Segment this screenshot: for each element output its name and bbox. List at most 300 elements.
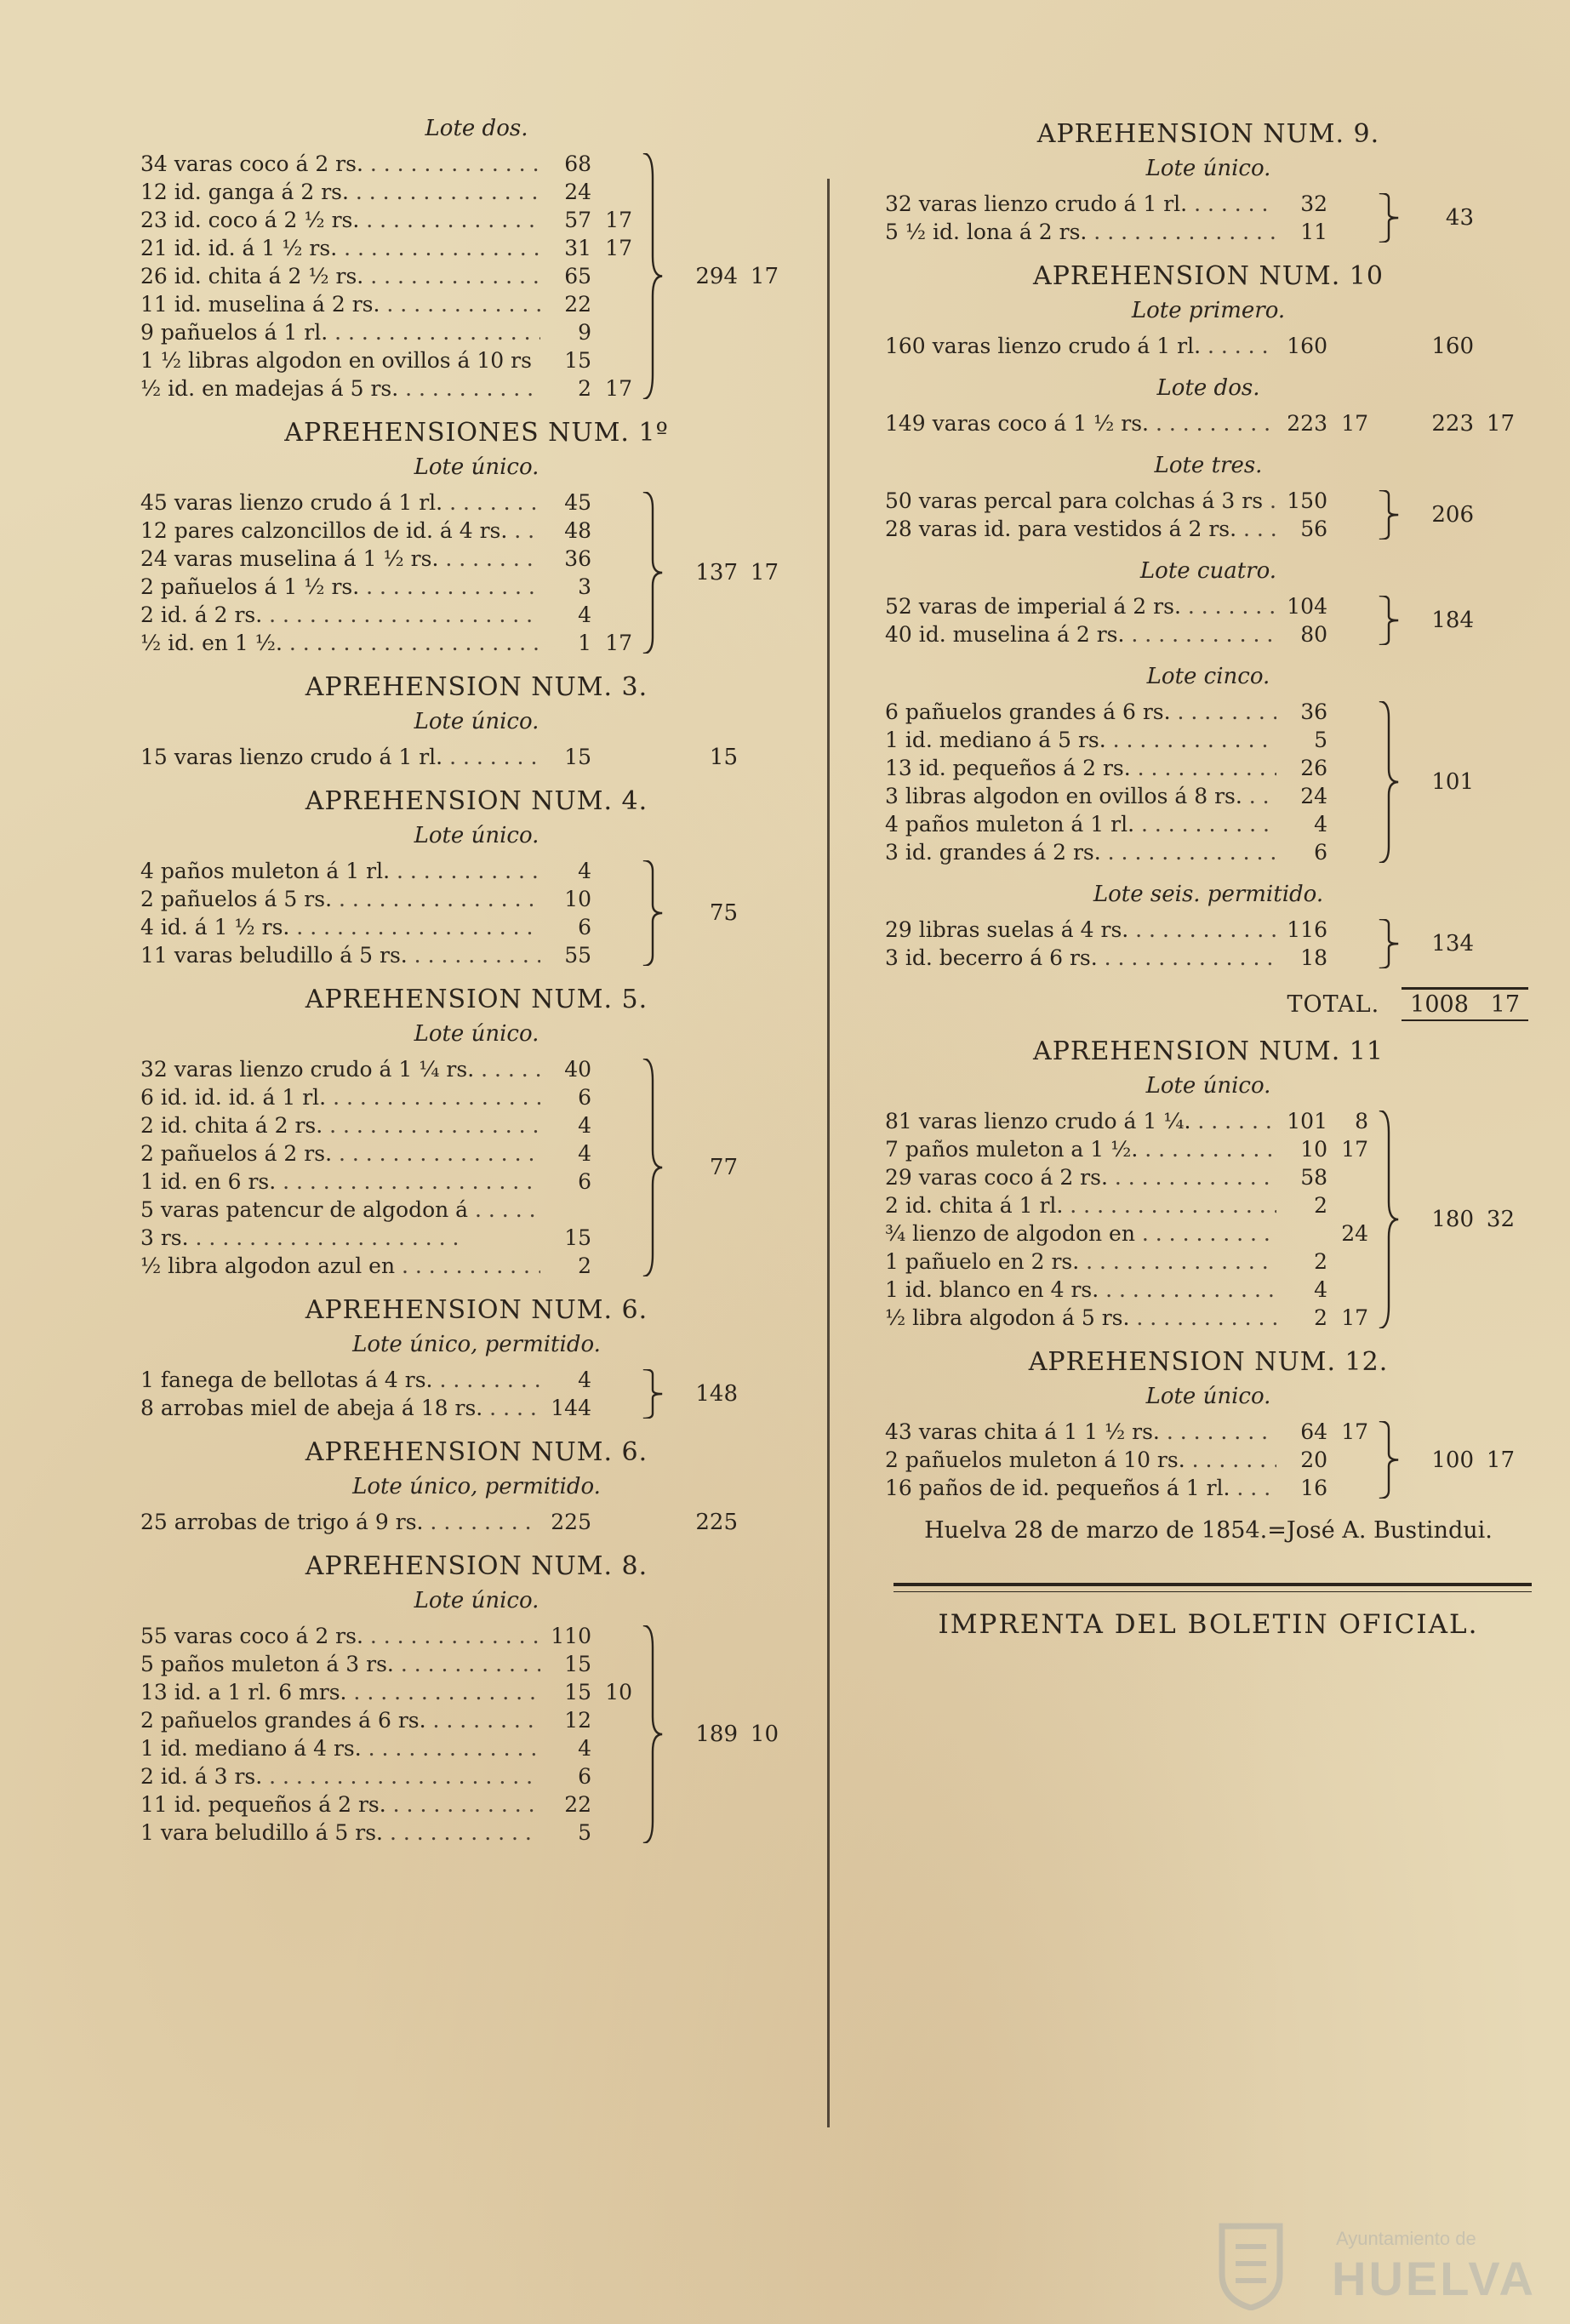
item-amount: 116 <box>1287 917 1327 942</box>
item-fraction <box>1327 1446 1368 1474</box>
item-fraction <box>1327 218 1368 246</box>
item-row <box>140 1111 632 1139</box>
item-amount: 10 <box>1300 1137 1327 1162</box>
item-fraction <box>1327 944 1368 972</box>
item-amount: 68 <box>564 151 591 176</box>
item-description: 45 varas lienzo crudo á 1 rl. . . . <box>140 488 540 517</box>
item-row <box>140 1790 632 1819</box>
item-row <box>885 515 1368 543</box>
item-fraction <box>591 488 632 517</box>
item-fraction <box>591 1055 632 1083</box>
item-amount: 4 <box>1314 1277 1327 1302</box>
total-value: 1008 17 <box>1402 987 1528 1021</box>
item-fraction <box>591 1650 632 1678</box>
item-description: 50 varas percal para colchas á 3 rs . . . <box>885 487 1276 515</box>
item-amount: 12 <box>564 1708 591 1733</box>
item-description: 6 id. id. id. á 1 rl. . . . <box>140 1083 540 1111</box>
item-amount: 24 <box>1300 784 1327 808</box>
item-fraction <box>591 1790 632 1819</box>
item-row <box>140 1762 632 1790</box>
item-description: 5 varas patencur de algodon á . . . <box>140 1196 540 1224</box>
item-rows <box>885 1107 1368 1332</box>
item-description: 6 pañuelos grandes á 6 rs. . . . <box>885 698 1276 726</box>
item-fraction <box>591 885 632 913</box>
item-description: ½ libra algodon á 5 rs. . . . <box>885 1304 1276 1332</box>
item-amount: 15 <box>564 348 591 373</box>
group-brace <box>641 153 665 399</box>
item-rows <box>885 487 1368 543</box>
item-fraction <box>591 1508 632 1536</box>
lote-label: Lote único. <box>414 454 540 480</box>
item-row <box>140 857 632 885</box>
item-description: 11 id. pequeños á 2 rs. . . . <box>140 1790 540 1819</box>
section <box>140 786 813 969</box>
section <box>885 882 1532 972</box>
item-fraction <box>1327 782 1368 810</box>
item-fraction <box>591 262 632 290</box>
item-row <box>140 1650 632 1678</box>
item-description: 12 id. ganga á 2 rs. . . . <box>140 178 540 206</box>
item-rows <box>885 1418 1368 1502</box>
item-row <box>140 629 632 657</box>
item-amount: 3 <box>578 574 591 599</box>
item-rows <box>885 409 1368 437</box>
item-row <box>885 944 1368 972</box>
section-heading: APREHENSION NUM. 4. <box>305 786 648 816</box>
item-fraction <box>1327 620 1368 648</box>
item-description: 2 pañuelos á 2 rs. . . . <box>140 1139 540 1168</box>
item-row <box>885 1474 1368 1502</box>
section-heading: APREHENSION NUM. 3. <box>305 672 648 702</box>
item-description: 4 id. á 1 ½ rs. . . . <box>140 913 540 941</box>
item-description: 3 rs. . . . <box>140 1224 540 1252</box>
item-description: 8 arrobas miel de abeja á 18 rs. . . . <box>140 1394 540 1422</box>
item-row <box>140 573 632 601</box>
item-amount <box>1276 1219 1327 1248</box>
item-description: 21 id. id. á 1 ½ rs. . . . <box>140 234 540 262</box>
item-row <box>885 1248 1368 1276</box>
item-fraction <box>591 318 632 346</box>
item-fraction <box>591 1168 632 1196</box>
section <box>885 1347 1532 1502</box>
item-fraction <box>1327 1248 1368 1276</box>
group-total: 160 <box>1431 333 1474 359</box>
item-row <box>140 150 632 178</box>
item-rows <box>885 592 1368 648</box>
item-amount: 57 <box>564 208 591 232</box>
group-total: 43 <box>1445 205 1474 231</box>
item-description: 7 paños muleton a 1 ½. . . . <box>885 1135 1276 1163</box>
item-description: ½ libra algodon azul en . . . <box>140 1252 540 1280</box>
item-fraction <box>591 1252 632 1280</box>
item-row <box>885 1418 1368 1446</box>
item-fraction <box>591 1139 632 1168</box>
footer-rule <box>893 1583 1532 1586</box>
item-fraction: 17 <box>605 631 632 655</box>
item-row <box>885 726 1368 754</box>
group-brace <box>1377 1111 1401 1328</box>
item-row <box>140 1394 632 1422</box>
item-fraction <box>591 1394 632 1422</box>
item-fraction <box>591 346 632 374</box>
group-brace <box>1377 490 1401 540</box>
item-group <box>885 409 1532 437</box>
item-description: 2 id. á 3 rs. . . . <box>140 1762 540 1790</box>
item-amount: 45 <box>564 490 591 515</box>
item-amount: 5 <box>578 1820 591 1845</box>
item-amount: 36 <box>564 546 591 571</box>
group-total: 137 <box>695 560 738 585</box>
item-amount: 65 <box>564 264 591 288</box>
lote-label: Lote seis. permitido. <box>1093 882 1324 907</box>
total-line <box>885 987 1532 1021</box>
item-row <box>140 1224 632 1252</box>
lote-label: Lote cuatro. <box>1139 558 1277 584</box>
section <box>885 261 1532 360</box>
item-amount: 101 <box>1287 1109 1327 1133</box>
item-description: 29 libras suelas á 4 rs. . . . <box>885 916 1276 944</box>
item-fraction: 17 <box>605 376 632 401</box>
item-description: 1 vara beludillo á 5 rs. . . . <box>140 1819 540 1847</box>
item-description: 24 varas muselina á 1 ½ rs. . . . <box>140 545 540 573</box>
item-fraction <box>591 290 632 318</box>
item-description: ½ id. en 1 ½. . . . <box>140 629 540 657</box>
item-fraction <box>591 857 632 885</box>
item-amount: 15 <box>564 1680 591 1704</box>
item-row <box>140 913 632 941</box>
item-description: 52 varas de imperial á 2 rs. . . . <box>885 592 1276 620</box>
lote-label: Lote dos. <box>425 116 528 141</box>
item-amount: 4 <box>578 1368 591 1392</box>
item-fraction <box>1327 838 1368 866</box>
group-total: 184 <box>1431 608 1474 633</box>
item-row <box>140 1168 632 1196</box>
item-row <box>885 1163 1368 1191</box>
item-fraction: 17 <box>1341 1419 1368 1444</box>
group-total-fraction: 17 <box>1486 1447 1515 1473</box>
item-amount: 4 <box>578 1736 591 1761</box>
item-description: 25 arrobas de trigo á 9 rs. . . . <box>140 1508 540 1536</box>
item-fraction <box>591 573 632 601</box>
item-amount: 15 <box>564 1652 591 1676</box>
item-description: ½ id. en madejas á 5 rs. . . . <box>140 374 540 403</box>
item-amount: 31 <box>564 236 591 260</box>
item-row <box>885 190 1368 218</box>
lote-label: Lote único. <box>414 823 540 848</box>
item-row <box>140 290 632 318</box>
item-amount: 2 <box>578 1253 591 1278</box>
section <box>885 1036 1532 1332</box>
item-row <box>140 1508 632 1536</box>
item-group <box>140 1055 813 1280</box>
item-fraction <box>1327 1163 1368 1191</box>
watermark-big-text: HUELVA <box>1332 2252 1536 2305</box>
item-group <box>140 150 813 403</box>
item-description: 4 paños muleton á 1 rl. . . . <box>885 810 1276 838</box>
section <box>140 116 813 403</box>
item-row <box>885 1191 1368 1219</box>
item-rows <box>885 332 1368 360</box>
total-label: TOTAL. <box>1287 991 1380 1018</box>
item-fraction <box>1327 592 1368 620</box>
item-amount: 15 <box>564 745 591 769</box>
group-brace <box>641 1625 665 1843</box>
lote-label: Lote primero. <box>1131 298 1286 323</box>
item-rows <box>140 1055 632 1280</box>
item-description: 26 id. chita á 2 ½ rs. . . . <box>140 262 540 290</box>
item-group <box>140 857 813 969</box>
item-row <box>140 885 632 913</box>
item-row <box>885 1219 1368 1248</box>
group-total: 294 <box>695 263 738 289</box>
group-total: 134 <box>1431 931 1474 956</box>
item-row <box>140 1196 632 1224</box>
item-fraction: 17 <box>1341 1137 1368 1162</box>
item-rows <box>140 857 632 969</box>
item-amount: 4 <box>578 1113 591 1138</box>
item-group <box>140 1508 813 1536</box>
group-total: 77 <box>709 1155 738 1180</box>
item-row <box>885 1304 1368 1332</box>
item-fraction <box>591 1622 632 1650</box>
item-rows <box>885 698 1368 866</box>
item-amount: 80 <box>1300 622 1327 647</box>
column-divider <box>827 179 830 2127</box>
item-fraction <box>591 601 632 629</box>
section <box>140 418 813 657</box>
group-brace <box>1377 596 1401 645</box>
group-brace <box>641 492 665 654</box>
item-row <box>140 234 632 262</box>
section-heading: APREHENSION NUM. 10 <box>1033 261 1384 291</box>
item-fraction <box>1327 1474 1368 1502</box>
right-column-upper <box>885 119 1532 972</box>
section-heading: APREHENSIONES NUM. 1º <box>284 418 669 448</box>
item-amount: 5 <box>1314 728 1327 752</box>
item-row <box>885 592 1368 620</box>
item-amount: 58 <box>1300 1165 1327 1190</box>
item-group <box>140 488 813 657</box>
shield-icon <box>1217 2221 1285 2310</box>
item-rows <box>885 190 1368 246</box>
item-rows <box>140 743 632 771</box>
item-description: 5 paños muleton á 3 rs. . . . <box>140 1650 540 1678</box>
item-amount: 10 <box>564 887 591 911</box>
lote-label: Lote dos. <box>1156 375 1260 401</box>
item-fraction <box>1327 487 1368 515</box>
item-fraction <box>591 150 632 178</box>
lote-label: Lote cinco. <box>1146 664 1270 689</box>
item-fraction <box>1327 810 1368 838</box>
item-fraction: 8 <box>1355 1109 1368 1133</box>
item-description: 2 id. chita á 2 rs. . . . <box>140 1111 540 1139</box>
item-row <box>140 941 632 969</box>
item-amount: 223 <box>1287 411 1327 436</box>
lote-label: Lote tres. <box>1154 453 1263 478</box>
group-total: 148 <box>695 1381 738 1407</box>
item-group <box>885 1107 1532 1332</box>
group-total: 189 <box>695 1722 738 1747</box>
item-description: 40 id. muselina á 2 rs. . . . <box>885 620 1276 648</box>
item-amount: 40 <box>564 1057 591 1082</box>
item-fraction <box>591 1366 632 1394</box>
section <box>140 1551 813 1847</box>
item-row <box>140 1706 632 1734</box>
item-row <box>140 517 632 545</box>
item-row <box>885 698 1368 726</box>
group-total: 180 <box>1431 1207 1474 1232</box>
item-fraction <box>1327 515 1368 543</box>
item-row <box>885 487 1368 515</box>
item-fraction <box>591 1819 632 1847</box>
group-total: 206 <box>1431 502 1474 528</box>
group-total: 101 <box>1431 769 1474 795</box>
item-amount: 11 <box>1300 220 1327 244</box>
section <box>140 672 813 771</box>
item-description: 3 id. grandes á 2 rs. . . . <box>885 838 1276 866</box>
item-description: 23 id. coco á 2 ½ rs. . . . <box>140 206 540 234</box>
item-amount <box>540 1196 591 1224</box>
section-heading: APREHENSION NUM. 8. <box>305 1551 648 1581</box>
item-amount: 2 <box>1314 1305 1327 1330</box>
item-rows <box>885 916 1368 972</box>
item-row <box>140 1622 632 1650</box>
item-fraction: 17 <box>1341 411 1368 436</box>
item-fraction <box>1327 754 1368 782</box>
item-fraction: 10 <box>605 1680 632 1704</box>
right-column-lower <box>885 1036 1532 1502</box>
item-description: 1 id. en 6 rs. . . . <box>140 1168 540 1196</box>
item-description: 28 varas id. para vestidos á 2 rs. . . . <box>885 515 1276 543</box>
lote-label: Lote único, permitido. <box>352 1474 601 1499</box>
item-amount: 2 <box>1314 1193 1327 1218</box>
section <box>885 375 1532 437</box>
group-brace <box>641 860 665 966</box>
item-rows <box>140 1622 632 1847</box>
item-description: 32 varas lienzo crudo á 1 ¼ rs. . . . <box>140 1055 540 1083</box>
item-amount: 6 <box>578 915 591 939</box>
item-amount: 2 <box>1314 1249 1327 1274</box>
item-row <box>140 262 632 290</box>
item-amount: 24 <box>564 180 591 204</box>
item-fraction: 17 <box>605 208 632 232</box>
item-description: 2 id. chita á 1 rl. . . . <box>885 1191 1276 1219</box>
group-total: 75 <box>709 900 738 926</box>
item-description: 81 varas lienzo crudo á 1 ¼. . . . <box>885 1107 1276 1135</box>
section <box>140 985 813 1280</box>
section-heading: APREHENSION NUM. 6. <box>305 1295 648 1325</box>
item-description: 11 id. muselina á 2 rs. . . . <box>140 290 540 318</box>
item-row <box>140 1734 632 1762</box>
item-description: 2 pañuelos á 5 rs. . . . <box>140 885 540 913</box>
item-row <box>140 374 632 403</box>
item-description: 3 libras algodon en ovillos á 8 rs. . . . <box>885 782 1276 810</box>
item-fraction: 24 <box>1341 1221 1368 1246</box>
item-row <box>140 318 632 346</box>
item-row <box>140 743 632 771</box>
lote-label: Lote único. <box>1145 156 1271 181</box>
item-group <box>885 1418 1532 1502</box>
section <box>885 453 1532 543</box>
item-amount: 4 <box>578 602 591 627</box>
item-row <box>140 1252 632 1280</box>
section-heading: APREHENSION NUM. 9. <box>1036 119 1380 149</box>
item-amount: 26 <box>1300 756 1327 780</box>
item-fraction <box>591 178 632 206</box>
item-amount: 15 <box>564 1225 591 1250</box>
item-row <box>885 810 1368 838</box>
section-heading: APREHENSION NUM. 11 <box>1033 1036 1384 1066</box>
item-amount: 22 <box>564 292 591 317</box>
item-description: ¾ lienzo de algodon en . . . <box>885 1219 1276 1248</box>
item-amount: 20 <box>1300 1448 1327 1472</box>
item-amount: 16 <box>1300 1476 1327 1500</box>
group-total: 15 <box>709 744 738 770</box>
right-column <box>885 111 1532 1640</box>
group-total-fraction: 17 <box>1486 410 1515 437</box>
item-fraction <box>591 913 632 941</box>
item-row <box>140 206 632 234</box>
item-rows <box>140 488 632 657</box>
lote-label: Lote único. <box>414 709 540 734</box>
footer-rule-thin <box>893 1591 1532 1592</box>
item-fraction <box>591 1706 632 1734</box>
item-amount: 9 <box>578 320 591 345</box>
section <box>885 558 1532 648</box>
item-description: 16 paños de id. pequeños á 1 rl. . . . <box>885 1474 1276 1502</box>
item-group <box>885 487 1532 543</box>
item-amount: 22 <box>564 1792 591 1817</box>
item-row <box>885 332 1368 360</box>
lote-label: Lote único. <box>414 1588 540 1613</box>
item-amount: 110 <box>551 1624 591 1648</box>
item-fraction: 17 <box>605 236 632 260</box>
lote-label: Lote único. <box>414 1021 540 1047</box>
item-description: 34 varas coco á 2 rs. . . . <box>140 150 540 178</box>
item-row <box>140 1678 632 1706</box>
item-group <box>885 698 1532 866</box>
item-row <box>885 1446 1368 1474</box>
group-brace <box>641 1059 665 1276</box>
lote-label: Lote único, permitido. <box>352 1332 601 1357</box>
item-amount: 48 <box>564 518 591 543</box>
item-description: 55 varas coco á 2 rs. . . . <box>140 1622 540 1650</box>
item-rows <box>140 150 632 403</box>
group-total: 223 <box>1431 410 1474 437</box>
item-group <box>885 332 1532 360</box>
item-amount: 56 <box>1300 517 1327 541</box>
item-amount: 6 <box>1314 840 1327 865</box>
item-amount: 4 <box>1314 812 1327 837</box>
item-fraction: 17 <box>1341 1305 1368 1330</box>
item-row <box>885 620 1368 648</box>
item-group <box>140 1622 813 1847</box>
section <box>140 1295 813 1422</box>
item-group <box>885 592 1532 648</box>
item-description: 1 pañuelo en 2 rs. . . . <box>885 1248 1276 1276</box>
item-amount: 6 <box>578 1085 591 1110</box>
section <box>885 119 1532 246</box>
left-column <box>140 111 813 1862</box>
watermark-small-text: Ayuntamiento de <box>1336 2228 1476 2249</box>
item-fraction <box>591 1224 632 1252</box>
item-amount: 150 <box>1287 488 1327 513</box>
item-group <box>885 916 1532 972</box>
item-description: 1 id. blanco en 4 rs. . . . <box>885 1276 1276 1304</box>
item-description: 1 fanega de bellotas á 4 rs. . . . <box>140 1366 540 1394</box>
item-group <box>885 190 1532 246</box>
section <box>140 1437 813 1536</box>
